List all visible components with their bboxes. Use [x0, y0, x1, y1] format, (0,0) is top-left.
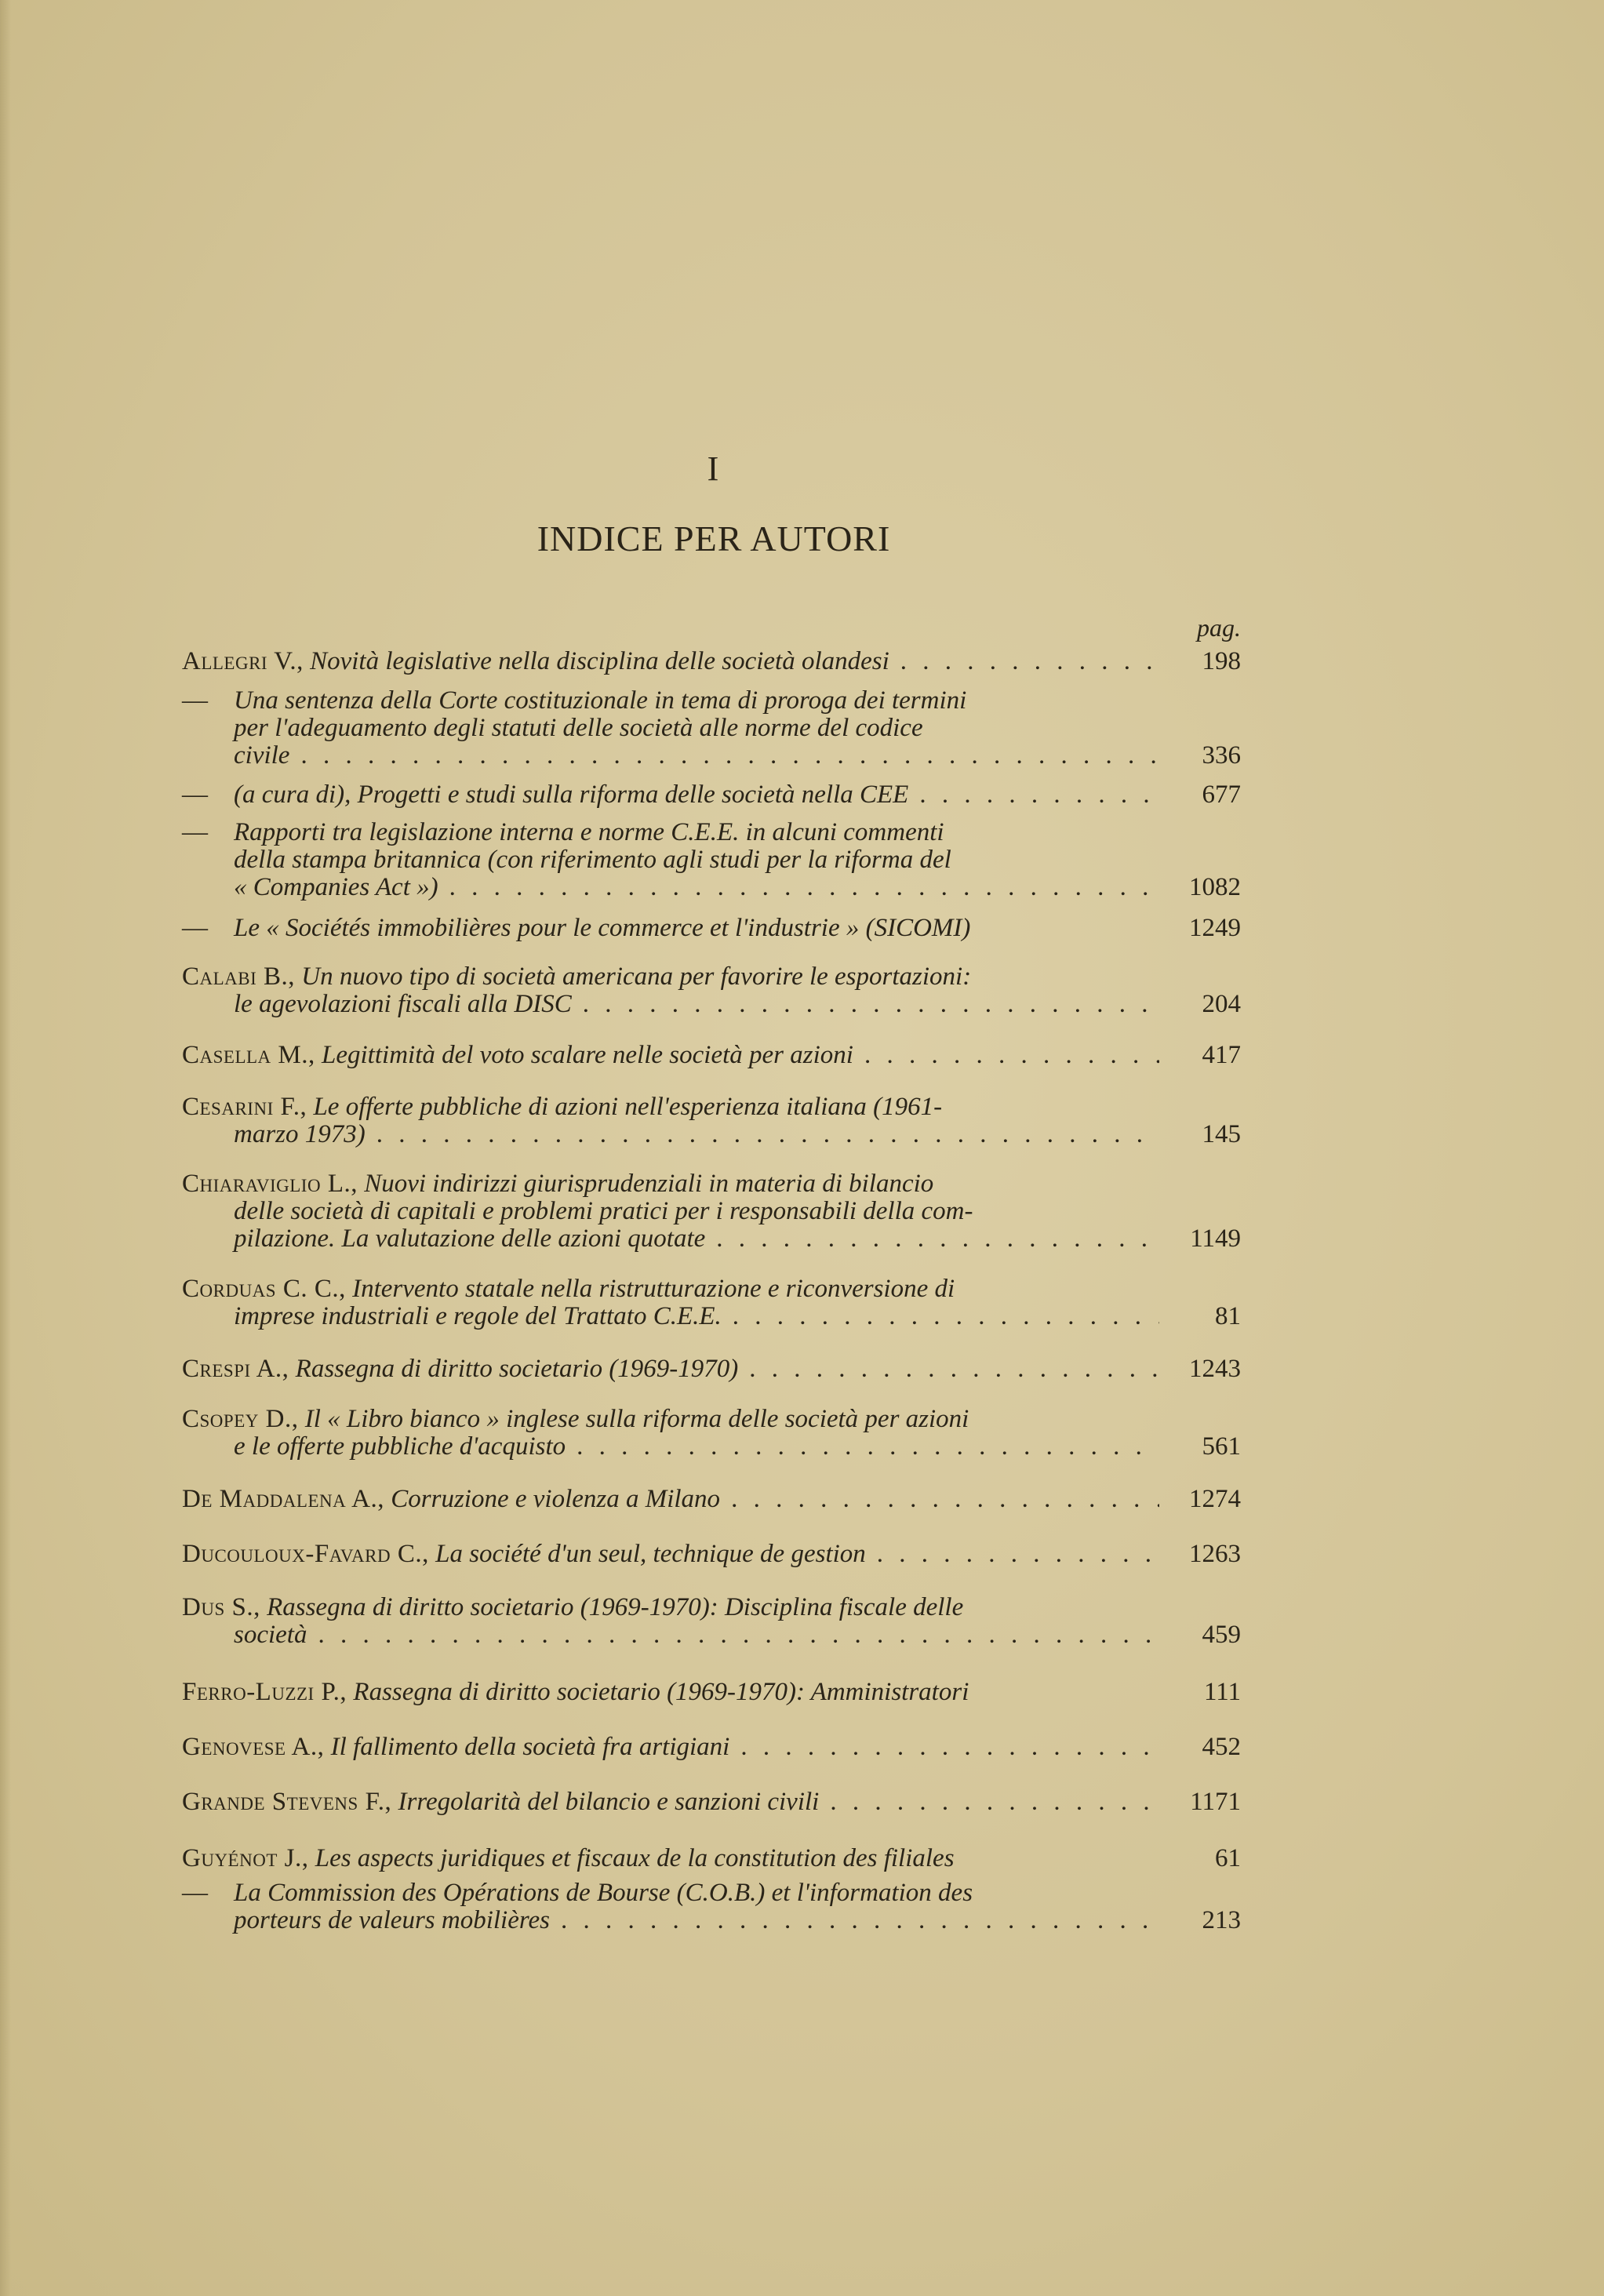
entry-author: Calabi B., [182, 962, 296, 991]
dot-leader [576, 1433, 1159, 1461]
entry-page: 1243 [1189, 1355, 1241, 1383]
entry-title-line1: Intervento statale nella ristrutturazione e riconversione di [352, 1275, 955, 1303]
index-entry [182, 1679, 1241, 1706]
entry-title: Il fallimento della società fra artigiani [330, 1733, 730, 1761]
entry-title-line1: Il « Libro bianco » inglese sulla riforma delle società per azioni [304, 1405, 969, 1433]
entry-dash: — [182, 780, 208, 809]
entry-title-line2: delle società di capitali e problemi pratici per i responsabili della com- [234, 1197, 973, 1225]
index-entry [182, 1541, 1241, 1568]
entry-author: Cesarini F., [182, 1093, 307, 1121]
entry-author: Grande Stevens F., [182, 1788, 392, 1816]
entry-title-line2: marzo 1973) [234, 1120, 366, 1148]
index-entry [182, 648, 1241, 675]
index-entry [182, 687, 1241, 770]
entry-title-line1: Rapporti tra legislazione interna e norme C.E.E. in alcuni commenti [234, 818, 944, 846]
dot-leader [864, 1042, 1159, 1069]
entry-page: 561 [1202, 1432, 1241, 1461]
section-number: I [707, 449, 721, 488]
entry-title: Irregolarità del bilancio e sanzioni civili [398, 1788, 820, 1816]
dot-leader [583, 991, 1159, 1018]
dot-leader [740, 1734, 1159, 1761]
entry-page: 1249 [1189, 914, 1241, 942]
dot-leader [731, 1486, 1159, 1513]
dot-leader [300, 742, 1159, 770]
entry-page: 677 [1202, 780, 1241, 809]
entry-title-line1: Una sentenza della Corte costituzionale in tema di proroga dei termini [234, 686, 967, 715]
entry-title-line1: Le offerte pubbliche di azioni nell'esperienza italiana (1961- [313, 1093, 943, 1121]
entry-title-line1: Un nuovo tipo di società americana per favorire le esportazioni: [301, 962, 972, 991]
entry-dash: — [182, 1879, 208, 1907]
entry-author: Allegri V., [182, 647, 304, 675]
entry-title-line2: per l'adeguamento degli statuti delle società alle norme del codice [234, 714, 923, 742]
entry-title-line1: La Commission des Opérations de Bourse (C.O.B.) et l'information des [234, 1879, 973, 1907]
dot-leader [318, 1621, 1159, 1649]
entry-author: Chiaraviglio L., [182, 1170, 358, 1198]
entry-title-line3: « Companies Act ») [234, 873, 438, 901]
entry-title: Corruzione e violenza a Milano [391, 1485, 721, 1513]
entry-title-line1: Rassegna di diritto societario (1969-1970): Disciplina fiscale delle [267, 1593, 964, 1621]
entry-title-line2: porteurs de valeurs mobilières [234, 1906, 550, 1934]
entry-author: Corduas C. C., [182, 1275, 346, 1303]
entry-page: 1263 [1189, 1540, 1241, 1568]
entry-title: Les aspects juridiques et fiscaux de la constitution des filiales [315, 1844, 955, 1872]
entry-author: Genovese A., [182, 1733, 325, 1761]
entry-title-line2: della stampa britannica (con riferimento agli studi per la riforma del [234, 846, 951, 874]
entry-title: Rassegna di diritto societario (1969-1970) [295, 1355, 739, 1383]
index-entry [182, 1093, 1241, 1148]
entry-title-line3: civile [234, 741, 290, 770]
entry-title-line3: pilazione. La valutazione delle azioni quotate [234, 1224, 706, 1253]
entry-page: 1274 [1189, 1485, 1241, 1513]
entry-title: (a cura di), Progetti e studi sulla riforma delle società nella CEE [234, 780, 909, 809]
index-entry [182, 1275, 1241, 1330]
entry-page: 459 [1202, 1621, 1241, 1649]
entry-author: De Maddalena A., [182, 1485, 384, 1513]
entry-title: Le « Sociétés immobilières pour le commerce et l'industrie » (SICOMI) [234, 914, 971, 942]
entry-title-line2: società [234, 1621, 307, 1649]
entry-page: 145 [1202, 1120, 1241, 1148]
entry-page: 417 [1202, 1041, 1241, 1069]
entry-page: 111 [1203, 1678, 1241, 1706]
index-entry [182, 1879, 1241, 1934]
entry-author: Ferro-Luzzi P., [182, 1678, 347, 1706]
entry-title: La société d'un seul, technique de gestion [435, 1540, 866, 1568]
dot-leader [376, 1121, 1159, 1148]
entry-page: 204 [1202, 990, 1241, 1018]
entry-title: Rassegna di diritto societario (1969-1970): Amministratori [353, 1678, 969, 1706]
index-entry [182, 1355, 1241, 1383]
dot-leader [449, 874, 1159, 901]
entry-page: 61 [1215, 1844, 1241, 1872]
index-entry [182, 1406, 1241, 1461]
index-entry [182, 1845, 1241, 1872]
page-edge-shadow [0, 0, 11, 2296]
dot-leader [561, 1907, 1159, 1934]
dot-leader [877, 1541, 1159, 1568]
entry-author: Dus S., [182, 1593, 260, 1621]
index-entry [182, 1486, 1241, 1513]
index-entry [182, 1042, 1241, 1069]
entry-dash: — [182, 818, 208, 846]
entry-page: 213 [1202, 1906, 1241, 1934]
entry-page: 1149 [1190, 1224, 1241, 1253]
entry-title-line2: e le offerte pubbliche d'acquisto [234, 1432, 566, 1461]
dot-leader [900, 648, 1159, 675]
entry-dash: — [182, 914, 208, 942]
index-entry [182, 1734, 1241, 1761]
section-title: INDICE PER AUTORI [536, 519, 891, 559]
entry-title-line2: le agevolazioni fiscali alla DISC [234, 990, 572, 1018]
entry-title-line2: imprese industriali e regole del Trattato C.E.E. [234, 1302, 722, 1330]
index-entry [182, 963, 1241, 1018]
entry-author: Csopey D., [182, 1405, 299, 1433]
entry-page: 198 [1202, 647, 1241, 675]
entry-author: Casella M., [182, 1041, 315, 1069]
entry-author: Crespi A., [182, 1355, 289, 1383]
entry-page: 336 [1202, 741, 1241, 770]
entry-author: Ducouloux-Favard C., [182, 1540, 429, 1568]
entry-title: Legittimità del voto scalare nelle società per azioni [322, 1041, 853, 1069]
dot-leader [716, 1225, 1159, 1253]
index-entry [182, 1170, 1241, 1253]
index-entry [182, 915, 1241, 942]
index-entry [182, 1788, 1241, 1816]
entry-title-line1: Nuovi indirizzi giurisprudenziali in materia di bilancio [364, 1170, 934, 1198]
page-column-label: pag. [1197, 613, 1241, 642]
entry-page: 81 [1215, 1302, 1241, 1330]
index-entry [182, 819, 1241, 901]
entry-dash: — [182, 686, 208, 715]
entry-author: Guyénot J., [182, 1844, 309, 1872]
entry-title: Novità legislative nella disciplina delle società olandesi [310, 647, 889, 675]
dot-leader [733, 1303, 1159, 1330]
dot-leader [919, 781, 1159, 809]
index-entry [182, 1594, 1241, 1649]
entry-page: 452 [1202, 1733, 1241, 1761]
index-entry [182, 781, 1241, 809]
dot-leader [830, 1788, 1159, 1816]
entry-page: 1171 [1190, 1788, 1241, 1816]
entry-page: 1082 [1189, 873, 1241, 901]
dot-leader [749, 1355, 1159, 1383]
